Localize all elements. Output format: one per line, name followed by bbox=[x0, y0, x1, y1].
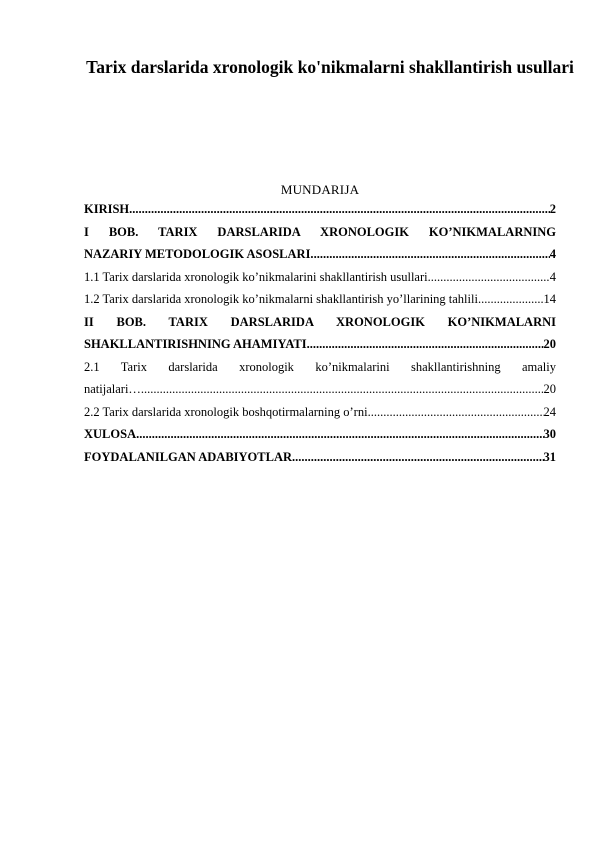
toc-entry-text: 1.1 Tarix darslarida xronologik ko’nikmalarini shakllantirish usullari bbox=[84, 269, 428, 284]
toc-entry-chapter-1-line1[interactable]: I BOB. TARIX DARSLARIDA XRONOLOGIK KO’NIKMALARNING bbox=[84, 224, 556, 239]
toc-page-number: 30 bbox=[543, 427, 556, 441]
toc-entry-section-1-1[interactable] bbox=[84, 266, 556, 289]
table-of-contents bbox=[84, 198, 556, 468]
toc-entry-chapter-1[interactable] bbox=[84, 243, 556, 266]
toc-entry-text: SHAKLLANTIRISHNING AHAMIYATI. bbox=[84, 337, 310, 351]
dot-leader bbox=[141, 378, 544, 401]
toc-entry-section-1-2[interactable] bbox=[84, 288, 556, 311]
toc-entry-kirish[interactable] bbox=[84, 198, 556, 221]
dot-leader bbox=[136, 423, 543, 446]
toc-entry-text: XULOSA bbox=[84, 427, 137, 441]
toc-entry-section-2-2[interactable] bbox=[84, 401, 556, 424]
toc-page-number: 20 bbox=[543, 337, 556, 351]
toc-entry-text: natijalari… bbox=[84, 382, 141, 396]
toc-entry-xulosa[interactable] bbox=[84, 423, 556, 446]
toc-page-number: 24 bbox=[543, 404, 556, 419]
toc-page-number: 4 bbox=[549, 247, 556, 261]
document-title: Tarix darslarida xronologik ko'nikmalarni shakllantirish usullari bbox=[86, 57, 574, 77]
toc-entry-text: NAZARIY METODOLOGIK ASOSLARI. bbox=[84, 247, 314, 261]
toc-page-number: 14 bbox=[543, 292, 556, 306]
toc-page-number: 2 bbox=[549, 202, 556, 216]
toc-entry-chapter-2-line1[interactable]: II BOB. TARIX DARSLARIDA XRONOLOGIK KO’NIKMALARNI bbox=[84, 314, 556, 329]
toc-page-number: 4 bbox=[549, 269, 556, 284]
toc-page-number: 31 bbox=[543, 449, 556, 464]
dot-leader bbox=[478, 288, 544, 311]
toc-entry-text: 1.2 Tarix darslarida xronologik ko’nikmalarni shakllantirish yo’llarining tahlili bbox=[84, 292, 478, 306]
dot-leader bbox=[129, 198, 550, 221]
toc-entry-references[interactable] bbox=[84, 446, 556, 469]
toc-entry-section-2-1[interactable] bbox=[84, 378, 556, 401]
dot-leader bbox=[368, 401, 544, 424]
toc-entry-chapter-2[interactable] bbox=[84, 333, 556, 356]
toc-page-number: 20 bbox=[543, 382, 556, 396]
dot-leader bbox=[292, 446, 543, 469]
dot-leader bbox=[314, 243, 550, 266]
toc-entry-text: 2.2 Tarix darslarida xronologik boshqotirmalarning o’rni bbox=[84, 404, 368, 419]
dot-leader bbox=[428, 266, 550, 289]
toc-entry-text: KIRISH bbox=[84, 202, 130, 216]
toc-entry-text: FOYDALANILGAN ADABIYOTLAR bbox=[84, 449, 293, 464]
toc-entry-section-2-1-line1[interactable]: 2.1 Tarix darslarida xronologik ko’nikmalarini shakllantirishning amaliy bbox=[84, 359, 556, 374]
dot-leader bbox=[310, 333, 544, 356]
toc-heading: MUNDARIJA bbox=[280, 182, 360, 197]
